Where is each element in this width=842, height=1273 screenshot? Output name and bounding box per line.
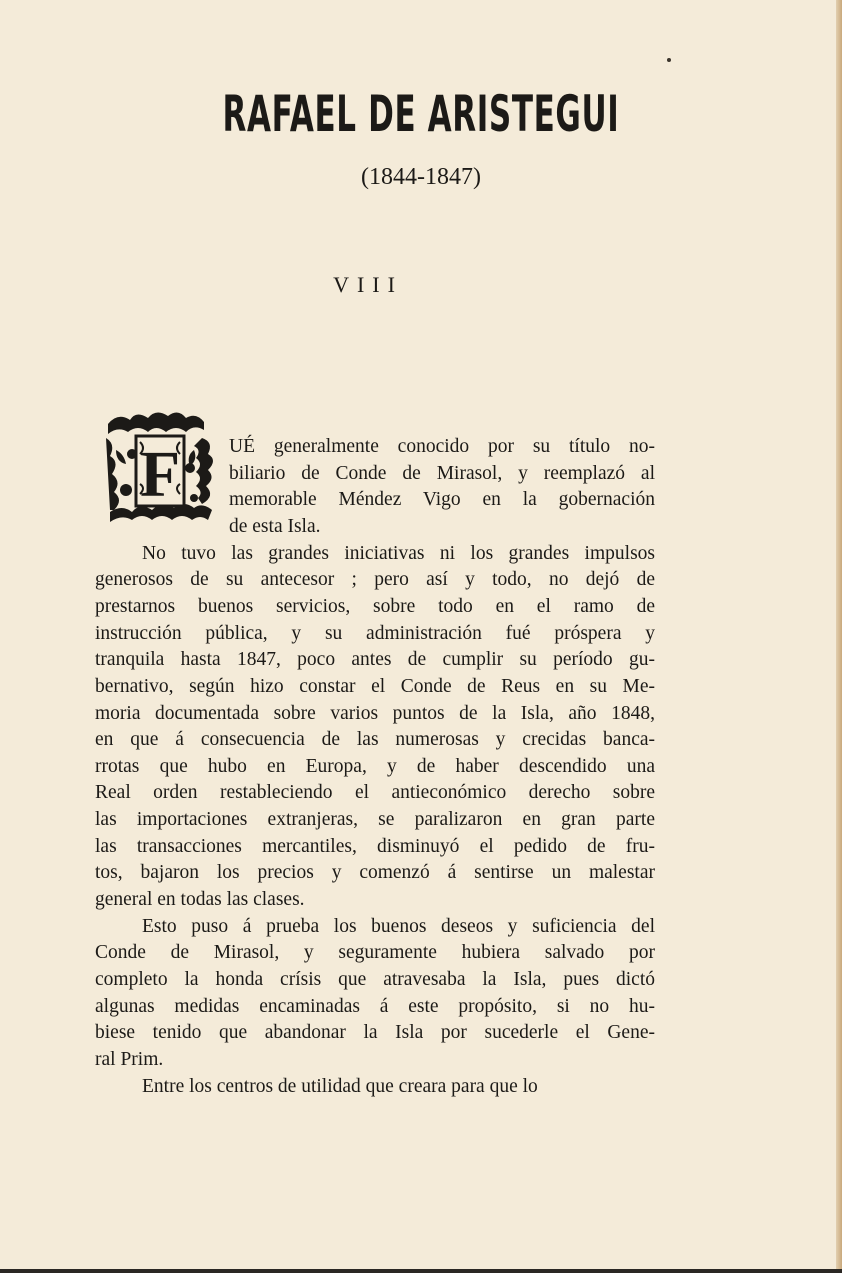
text-line: UÉ generalmente conocido por su título no-: [229, 436, 655, 457]
text-line: generosos de su antecesor ; pero así y todo, no dejó de: [95, 569, 655, 591]
text-line: las transacciones mercantiles, disminuyó el pedido de fru-: [95, 835, 655, 857]
text-line: en que á consecuencia de las numerosas y crecidas banca-: [95, 729, 655, 751]
text-line: tranquila hasta 1847, poco antes de cumplir su período gu-: [95, 649, 655, 671]
text-line: bernativo, según hizo constar el Conde de Reus en su Me-: [95, 675, 655, 697]
ornate-initial-F-icon: [102, 410, 220, 530]
text-line: moria documentada sobre varios puntos de la Isla, año 1848,: [95, 702, 655, 724]
page-bottom-border: [0, 1269, 842, 1273]
svg-text:F: F: [139, 438, 181, 511]
text-line: instrucción pública, y su administración fué próspera y: [95, 622, 655, 644]
text-line: general en todas las clases.: [95, 889, 305, 911]
text-line: prestarnos buenos servicios, sobre todo en el ramo de: [95, 595, 655, 617]
page-title: RAFAEL DE ARISTEGUI: [222, 85, 620, 143]
chapter-number: VIII: [333, 272, 403, 297]
text-line: tos, bajaron los precios y comenzó á sentirse un malestar: [95, 862, 655, 884]
text-line: ral Prim.: [95, 1048, 164, 1070]
text-line: Entre los centros de utilidad que creara para que lo: [142, 1075, 538, 1097]
text-line: rrotas que hubo en Europa, y de haber descendido una: [95, 755, 655, 777]
text-line: Conde de Mirasol, y seguramente hubiera salvado por: [95, 942, 655, 964]
page-edge-shadow: [836, 0, 842, 1273]
years-subtitle: (1844-1847): [361, 164, 481, 190]
text-line: completo la honda crísis que atravesaba la Isla, pues dictó: [95, 969, 655, 990]
text-line: Esto puso á prueba los buenos deseos y suficiencia del: [142, 915, 655, 937]
text-line: algunas medidas encaminadas á este propósito, si no hu-: [95, 995, 655, 1017]
text-line: No tuvo las grandes iniciativas ni los grandes impulsos: [142, 542, 655, 564]
text-line: de esta Isla.: [229, 515, 321, 537]
text-line: biese tenido que abandonar la Isla por sucederle el Gene-: [95, 1022, 655, 1044]
text-line: memorable Méndez Vigo en la gobernación: [229, 489, 655, 511]
text-line: las importaciones extranjeras, se paralizaron en gran parte: [95, 809, 655, 831]
speck-mark: [667, 58, 671, 62]
text-line: Real orden restableciendo el antieconómico derecho sobre: [95, 782, 655, 804]
text-line: biliario de Conde de Mirasol, y reemplazó al: [229, 462, 655, 484]
